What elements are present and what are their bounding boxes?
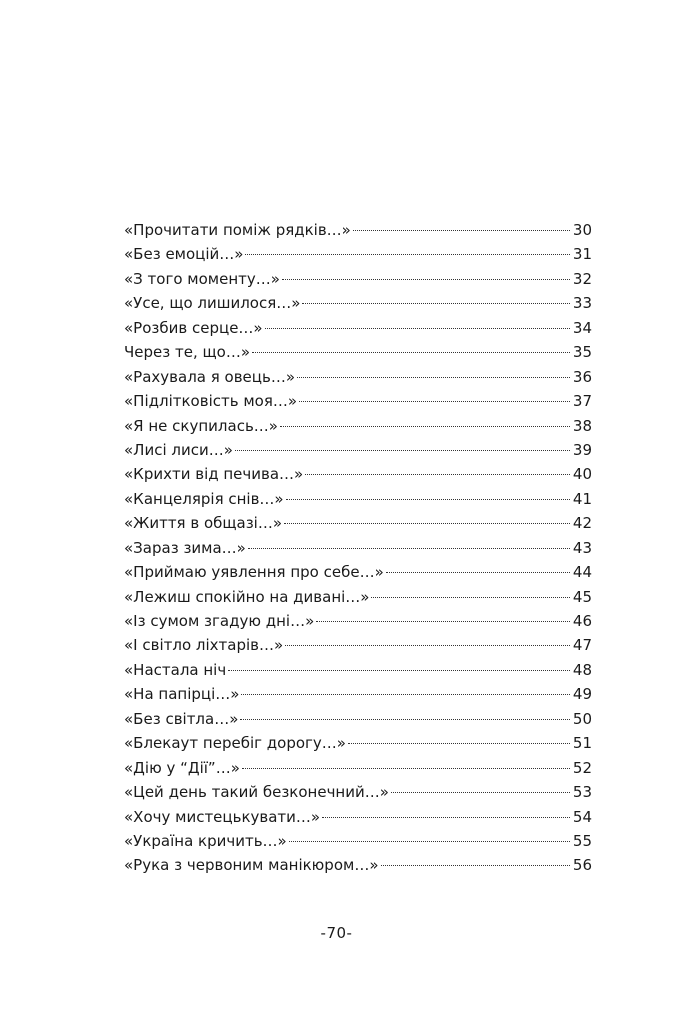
toc-entry-page: 32 (572, 269, 592, 288)
toc-entry-page: 53 (572, 783, 592, 802)
toc-entry[interactable] (124, 267, 592, 291)
toc-entry-page: 36 (572, 367, 592, 386)
toc-entry-page: 48 (572, 660, 592, 679)
toc-entry[interactable] (124, 805, 592, 829)
toc-entry-page: 45 (572, 587, 592, 606)
toc-entry-title: «Лежиш спокійно на дивані…» (124, 587, 370, 606)
toc-entry-title: «Лисі лиси…» (124, 440, 233, 459)
toc-entry-page: 39 (572, 440, 592, 459)
toc-dot-leader (252, 352, 570, 353)
toc-entry-page: 56 (572, 856, 592, 875)
toc-entry[interactable] (124, 707, 592, 731)
toc-entry-title: «Із сумом згадую дні…» (124, 612, 315, 630)
toc-dot-leader (235, 450, 570, 451)
toc-entry[interactable] (124, 340, 592, 364)
page-number: -70- (320, 924, 353, 942)
toc-entry-title: «Хочу мистецькувати…» (124, 807, 321, 826)
toc-entry-page: 44 (572, 563, 592, 582)
toc-entry-title: «Життя в общазі…» (124, 514, 283, 533)
toc-entry-title: «Приймаю уявлення про себе…» (124, 563, 384, 582)
toc-dot-leader (245, 254, 569, 255)
toc-entry-title: «Без світла…» (124, 709, 239, 728)
toc-entry-title: «З того моменту…» (124, 269, 280, 288)
toc-dot-leader (284, 523, 570, 524)
toc-dot-leader (228, 670, 570, 671)
toc-dot-leader (280, 426, 570, 427)
toc-dot-leader (286, 499, 570, 500)
toc-dot-leader (289, 841, 570, 842)
toc-entry[interactable] (124, 536, 592, 560)
toc-entry[interactable] (124, 585, 592, 609)
toc-entry[interactable] (124, 756, 592, 780)
toc-dot-leader (322, 817, 570, 818)
toc-entry-title: «Рука з червоним манікюром…» (124, 856, 379, 875)
toc-entry[interactable] (124, 291, 592, 315)
toc-entry-page: 51 (572, 734, 592, 753)
toc-entry-page: 47 (572, 636, 592, 655)
toc-dot-leader (297, 377, 570, 378)
toc-entry-title: «Я не скупилась…» (124, 416, 278, 435)
toc-entry[interactable] (124, 487, 592, 511)
toc-entry-title: «Блекаут перебіг дорогу…» (124, 734, 346, 753)
toc-dot-leader (391, 792, 570, 793)
toc-dot-leader (240, 719, 570, 720)
toc-entry[interactable] (124, 218, 592, 242)
toc-entry-page: 35 (572, 343, 592, 362)
table-of-contents (124, 218, 592, 878)
toc-entry-title: «Підлітковість моя…» (124, 392, 298, 411)
toc-entry[interactable] (124, 389, 592, 413)
toc-entry[interactable] (124, 731, 592, 755)
toc-entry-page: 46 (572, 612, 592, 630)
toc-entry-title: «Зараз зима…» (124, 538, 246, 557)
toc-entry-title: «Дію у “Дії”…» (124, 758, 240, 777)
toc-entry-title: «Крихти від печива…» (124, 465, 304, 484)
toc-entry[interactable] (124, 609, 592, 633)
toc-dot-leader (371, 597, 569, 598)
toc-entry[interactable] (124, 511, 592, 535)
toc-dot-leader (302, 303, 569, 304)
toc-entry[interactable] (124, 438, 592, 462)
toc-entry[interactable] (124, 853, 592, 877)
toc-dot-leader (386, 572, 570, 573)
toc-entry[interactable] (124, 780, 592, 804)
toc-entry-title: «Розбив серце…» (124, 318, 263, 337)
toc-entry-page: 52 (572, 758, 592, 777)
toc-entry-title: «Канцелярія снів…» (124, 489, 284, 508)
toc-entry-page: 34 (572, 318, 592, 337)
toc-dot-leader (381, 865, 570, 866)
toc-entry-page: 31 (572, 245, 592, 264)
toc-entry-title: «Рахувала я овець…» (124, 367, 296, 386)
toc-entry-page: 49 (572, 685, 592, 704)
toc-entry[interactable] (124, 682, 592, 706)
toc-dot-leader (241, 694, 569, 695)
toc-entry[interactable] (124, 365, 592, 389)
toc-entry[interactable] (124, 414, 592, 438)
toc-entry-page: 38 (572, 416, 592, 435)
toc-entry-title: «І світло ліхтарів…» (124, 636, 284, 655)
toc-dot-leader (285, 645, 570, 646)
toc-entry-title: «Україна кричить…» (124, 831, 287, 850)
toc-entry-title: «Без емоцій…» (124, 245, 244, 264)
toc-entry-page: 33 (572, 294, 592, 313)
toc-dot-leader (316, 621, 570, 622)
toc-dot-leader (248, 548, 570, 549)
toc-entry-page: 55 (572, 831, 592, 850)
toc-entry-title: Через те, що…» (124, 343, 250, 362)
toc-entry[interactable] (124, 242, 592, 266)
toc-entry-title: «Настала ніч (124, 660, 227, 679)
toc-entry[interactable] (124, 829, 592, 853)
toc-dot-leader (348, 743, 570, 744)
toc-entry-title: «На папірці…» (124, 685, 240, 704)
toc-entry[interactable] (124, 316, 592, 340)
toc-dot-leader (299, 401, 570, 402)
toc-entry-page: 40 (572, 465, 592, 484)
toc-entry[interactable] (124, 633, 592, 657)
toc-entry-page: 54 (572, 807, 592, 826)
toc-entry-page: 41 (572, 489, 592, 508)
toc-entry-page: 30 (572, 221, 592, 239)
toc-dot-leader (265, 328, 570, 329)
toc-dot-leader (305, 474, 570, 475)
toc-entry[interactable] (124, 462, 592, 486)
toc-entry-title: «Цей день такий безконечний…» (124, 783, 389, 802)
toc-entry-page: 43 (572, 538, 592, 557)
toc-entry-page: 42 (572, 514, 592, 533)
toc-entry-page: 37 (572, 392, 592, 411)
toc-entry-title: «Прочитати поміж рядків…» (124, 221, 351, 239)
toc-entry[interactable] (124, 658, 592, 682)
toc-dot-leader (353, 230, 570, 231)
toc-dot-leader (282, 279, 570, 280)
toc-dot-leader (242, 768, 570, 769)
toc-entry-title: «Усе, що лишилося…» (124, 294, 301, 313)
toc-entry-page: 50 (572, 709, 592, 728)
toc-entry[interactable] (124, 560, 592, 584)
